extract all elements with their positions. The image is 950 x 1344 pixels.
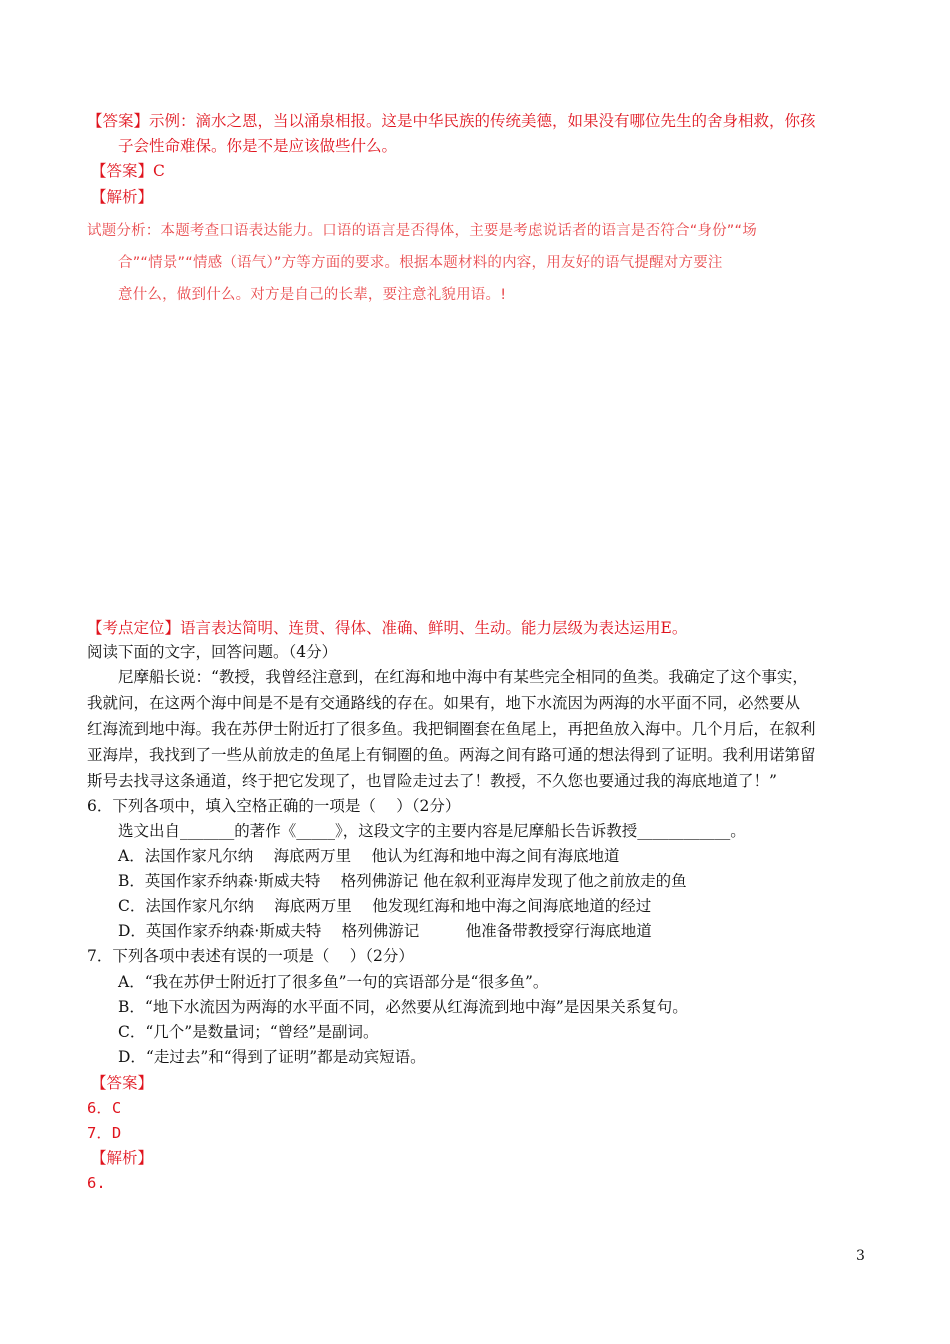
passage-line-5: 斯号去找寻这条通道，终于把它发现了，也冒险走过去了！教授，不久您也要通过我的海底地道了！” (87, 772, 777, 790)
analysis-line-1: 试题分析：本题考查口语表达能力。口语的语言是否得体，主要是考虑说话者的语言是否符合“身份”“场 (87, 223, 757, 239)
answer-example-line-1: 【答案】示例：滴水之恩，当以涌泉相报。这是中华民族的传统美德，如果没有哪位先生的舍身相救，你孩 (87, 112, 816, 130)
passage-line-4: 亚海岸，我找到了一些从前放走的鱼尾上有铜圈的鱼。两海之间有路可通的想法得到了证明。我利用诺第留 (87, 746, 816, 764)
question-7-option-d: D．“走过去”和“得到了证明”都是动宾短语。 (118, 1048, 426, 1066)
question-6-option-a: A．法国作家凡尔纳 海底两万里 他认为红海和地中海之间有海底地道 (118, 847, 620, 865)
page-number: 3 (856, 1248, 865, 1264)
question-7-option-c: C．“几个”是数量词；“曾经”是副词。 (118, 1023, 379, 1041)
answer-choice: 【答案】C (91, 162, 165, 180)
answer-7: 7．D (87, 1124, 122, 1142)
question-6-option-d: D．英国作家乔纳森·斯威夫特 格列佛游记 他准备带教授穿行海底地道 (118, 922, 652, 940)
passage-line-3: 红海流到地中海。我在苏伊士附近打了很多鱼。我把铜圈套在鱼尾上，再把鱼放入海中。几个月后，在叙利 (87, 720, 816, 738)
question-6-stem: 6．下列各项中，填入空格正确的一项是（ ）（2分） (87, 797, 461, 815)
answer-example-line-2: 子会性命难保。你是不是应该做些什么。 (118, 137, 398, 155)
analysis-line-2: 合”“情景”“情感（语气）”方等方面的要求。根据本题材料的内容，用友好的语气提醒对方要注 (118, 255, 723, 271)
question-7-stem: 7．下列各项中表述有误的一项是（ ）（2分） (87, 947, 414, 965)
question-7-option-a: A．“我在苏伊士附近打了很多鱼”一句的宾语部分是“很多鱼”。 (118, 973, 549, 991)
kaodian-line: 【考点定位】语言表达简明、连贯、得体、准确、鲜明、生动。能力层级为表达运用E。 (87, 619, 688, 637)
question-7-option-b: B．“地下水流因为两海的水平面不同，必然要从红海流到地中海”是因果关系复句。 (118, 998, 688, 1016)
passage-line-1: 尼摩船长说：“教授，我曾经注意到，在红海和地中海中有某些完全相同的鱼类。我确定了这个事实， (118, 668, 808, 686)
answer-tag-2: 【答案】 (91, 1074, 154, 1092)
reading-instruction: 阅读下面的文字，回答问题。（4分） (87, 643, 338, 661)
analysis-tag-2: 【解析】 (91, 1149, 154, 1167)
passage-line-2: 我就问，在这两个海中间是不是有交通路线的存在。如果有，地下水流因为两海的水平面不同，必然要从 (87, 694, 801, 712)
question-6-option-c: C．法国作家凡尔纳 海底两万里 他发现红海和地中海之间海底地道的经过 (118, 897, 652, 915)
analysis-6: 6. (87, 1174, 106, 1192)
answer-6: 6．C (87, 1099, 122, 1117)
question-6-sentence: 选文出自_______的著作《_____》，这段文字的主要内容是尼摩船长告诉教授____________。 (118, 822, 746, 840)
question-6-option-b: B．英国作家乔纳森·斯威夫特 格列佛游记 他在叙利亚海岸发现了他之前放走的鱼 (118, 872, 687, 890)
analysis-tag: 【解析】 (91, 188, 154, 206)
analysis-line-3: 意什么，做到什么。对方是自己的长辈，要注意礼貌用语。! (118, 287, 507, 303)
